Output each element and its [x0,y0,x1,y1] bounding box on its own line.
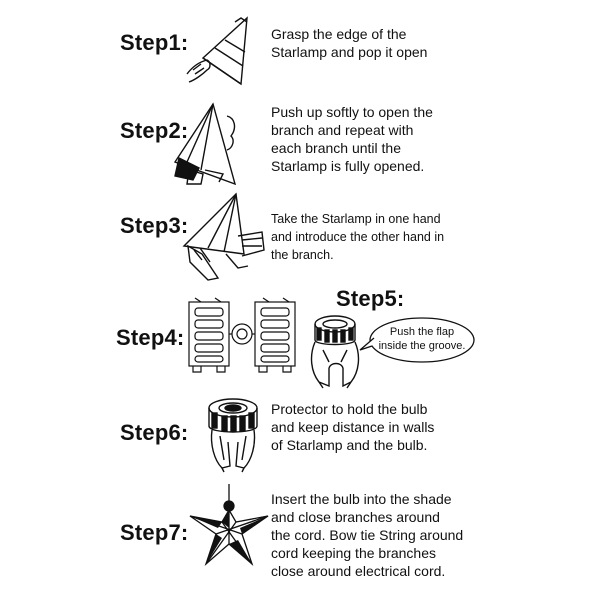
step2-label: Step2: [120,118,189,143]
step7-line: and close branches around [271,509,440,525]
protector-assembled-icon [305,312,365,390]
step7-label: Step7: [120,520,189,545]
step6-line: of Starlamp and the bulb. [271,437,428,453]
step2-line: branch and repeat with [271,122,414,138]
step2-text [271,103,433,175]
step3-text [271,210,444,264]
step7-line: the cord. Bow tie String around [271,527,464,543]
step6-line: Protector to hold the bulb [271,401,428,417]
step7-line: cord keeping the branches [271,545,436,561]
step7-text [271,490,463,580]
step3-line: the branch. [271,248,334,262]
step2-line: Starlamp is fully opened. [271,158,425,174]
protector-flat-pattern-icon [185,296,300,376]
step6-illustration [200,396,266,479]
step7-line: Insert the bulb into the shade [271,491,452,507]
step2-illustration [165,100,250,205]
hand-opening-star-icon [185,12,265,92]
step1-line: Grasp the edge of the [271,26,407,42]
step3-line: and introduce the other hand in [271,230,445,244]
step6-text [271,400,434,454]
step1-label: Step1: [120,30,189,55]
star-lamp-with-bulb-icon [188,484,270,580]
bubble-line: inside the groove. [378,340,466,352]
step5-label: Step5: [336,286,405,311]
step3-illustration [178,192,268,287]
step6-line: and keep distance in walls [271,419,435,435]
step6-label: Step6: [120,420,189,445]
step3-line: Take the Starlamp in one hand [271,212,441,226]
bubble-line: Push the flap [389,326,455,338]
step2-line: each branch until the [271,140,401,156]
step4-label: Step4: [116,325,185,350]
step4-illustration [185,296,300,381]
bubble-text [372,325,472,353]
bulb-protector-icon [200,396,266,474]
step7-illustration [188,484,270,585]
step2-line: Push up softly to open the [271,104,433,120]
step7-line: close around electrical cord. [271,563,446,579]
step3-label: Step3: [120,213,189,238]
step5-illustration [305,312,365,395]
hand-pushing-branch-icon [165,100,250,200]
step1-text [271,25,427,61]
step1-line: Starlamp and pop it open [271,44,428,60]
hands-holding-star-icon [178,192,268,282]
step1-illustration [185,12,265,97]
